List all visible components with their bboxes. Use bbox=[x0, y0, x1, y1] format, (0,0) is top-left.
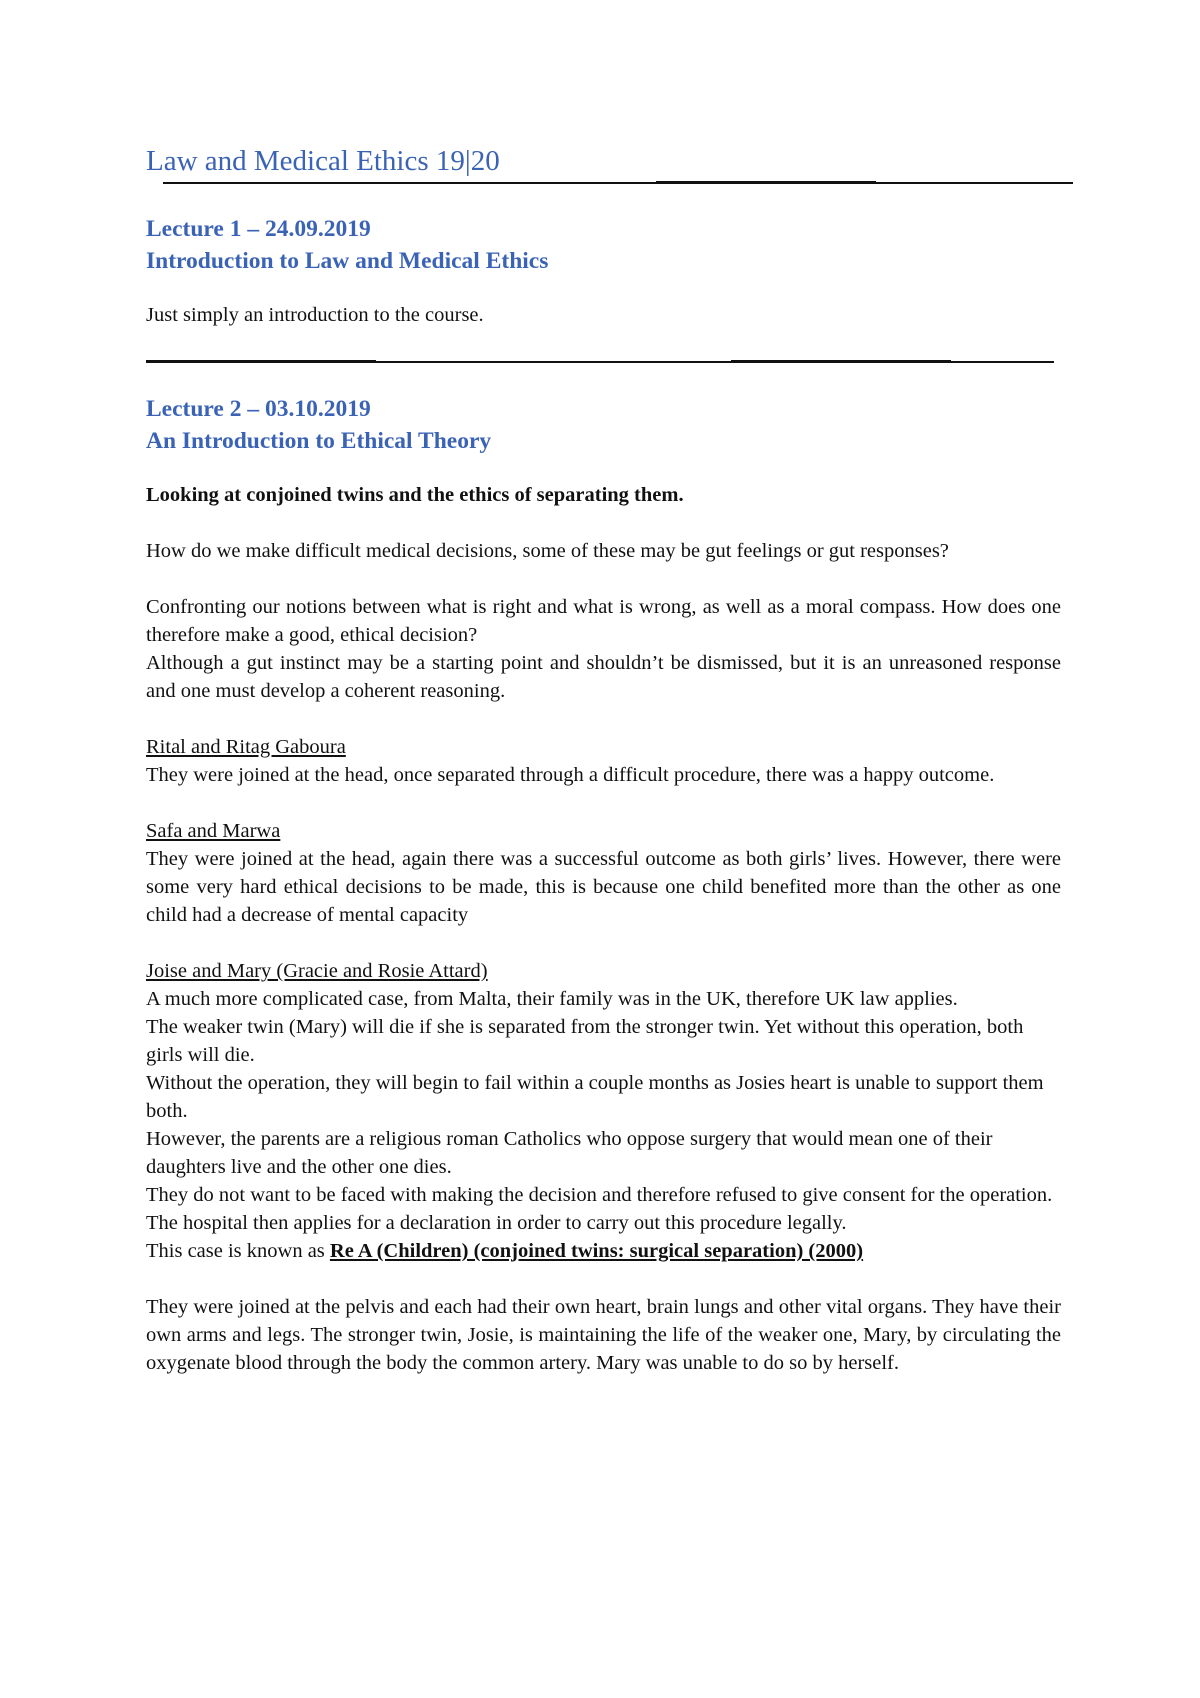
lecture-1-text: Just simply an introduction to the course. bbox=[146, 304, 484, 326]
citation-prefix: This case is known as bbox=[146, 1240, 330, 1262]
lecture-1-subheading: Introduction to Law and Medical Ethics bbox=[146, 248, 549, 274]
case-3-line: A much more complicated case, from Malta, their family was in the UK, therefore UK law applies. bbox=[146, 988, 958, 1010]
final-paragraph: They were joined at the pelvis and each had their own heart, brain lungs and other vital organs. They have their own arms and legs. The stronger twin, Josie, is maintaining the life of the weaker one, Mary, by circulating the oxygenate blood through the body the common artery. Mary was unable to do so by herself. bbox=[146, 1296, 1061, 1374]
paragraph-1: How do we make difficult medical decisions, some of these may be gut feelings or gut responses? bbox=[146, 540, 949, 562]
case-3-line: They do not want to be faced with making the decision and therefore refused to give consent for the operation. bbox=[146, 1184, 1053, 1206]
document-body bbox=[146, 143, 1061, 1377]
case-3-name: Joise and Mary (Gracie and Rosie Attard) bbox=[146, 960, 488, 982]
case-3-line: Without the operation, they will begin to fail within a couple months as Josies heart is unable to support them both. bbox=[146, 1072, 1044, 1122]
case-2-name: Safa and Marwa bbox=[146, 820, 281, 842]
case-2-text: They were joined at the head, again there was a successful outcome as both girls’ lives. However, there were some very hard ethical decisions to be made, this is because one child benefited more than the other as one child had a decrease of mental capacity bbox=[146, 848, 1061, 926]
document-title: Law and Medical Ethics 19|20 bbox=[146, 145, 500, 177]
horizontal-rule bbox=[146, 180, 1061, 186]
lecture-2-heading: Lecture 2 – 03.10.2019 bbox=[146, 396, 371, 422]
horizontal-rule bbox=[146, 359, 1061, 365]
lecture-1-heading: Lecture 1 – 24.09.2019 bbox=[146, 216, 371, 242]
case-3-line: The hospital then applies for a declaration in order to carry out this procedure legally. bbox=[146, 1212, 847, 1234]
case-1-name: Rital and Ritag Gaboura bbox=[146, 736, 346, 758]
lecture-2-subheading: An Introduction to Ethical Theory bbox=[146, 428, 492, 454]
paragraph-2b: Although a gut instinct may be a starting point and shouldn’t be dismissed, but it is an unreasoned response and one must develop a coherent reasoning. bbox=[146, 652, 1061, 702]
paragraph-2a: Confronting our notions between what is right and what is wrong, as well as a moral compass. How does one therefore make a good, ethical decision? bbox=[146, 596, 1061, 646]
case-1-text: They were joined at the head, once separated through a difficult procedure, there was a happy outcome. bbox=[146, 764, 995, 786]
case-citation: Re A (Children) (conjoined twins: surgical separation) (2000) bbox=[329, 1240, 864, 1262]
case-3-line: However, the parents are a religious roman Catholics who oppose surgery that would mean one of their daughters live and the other one dies. bbox=[146, 1128, 993, 1178]
case-3-citation-line bbox=[146, 1237, 1061, 1265]
case-3-line: The weaker twin (Mary) will die if she is separated from the stronger twin. Yet without this operation, both girls will die. bbox=[146, 1016, 1024, 1066]
lecture-2-lead: Looking at conjoined twins and the ethics of separating them. bbox=[146, 484, 684, 506]
